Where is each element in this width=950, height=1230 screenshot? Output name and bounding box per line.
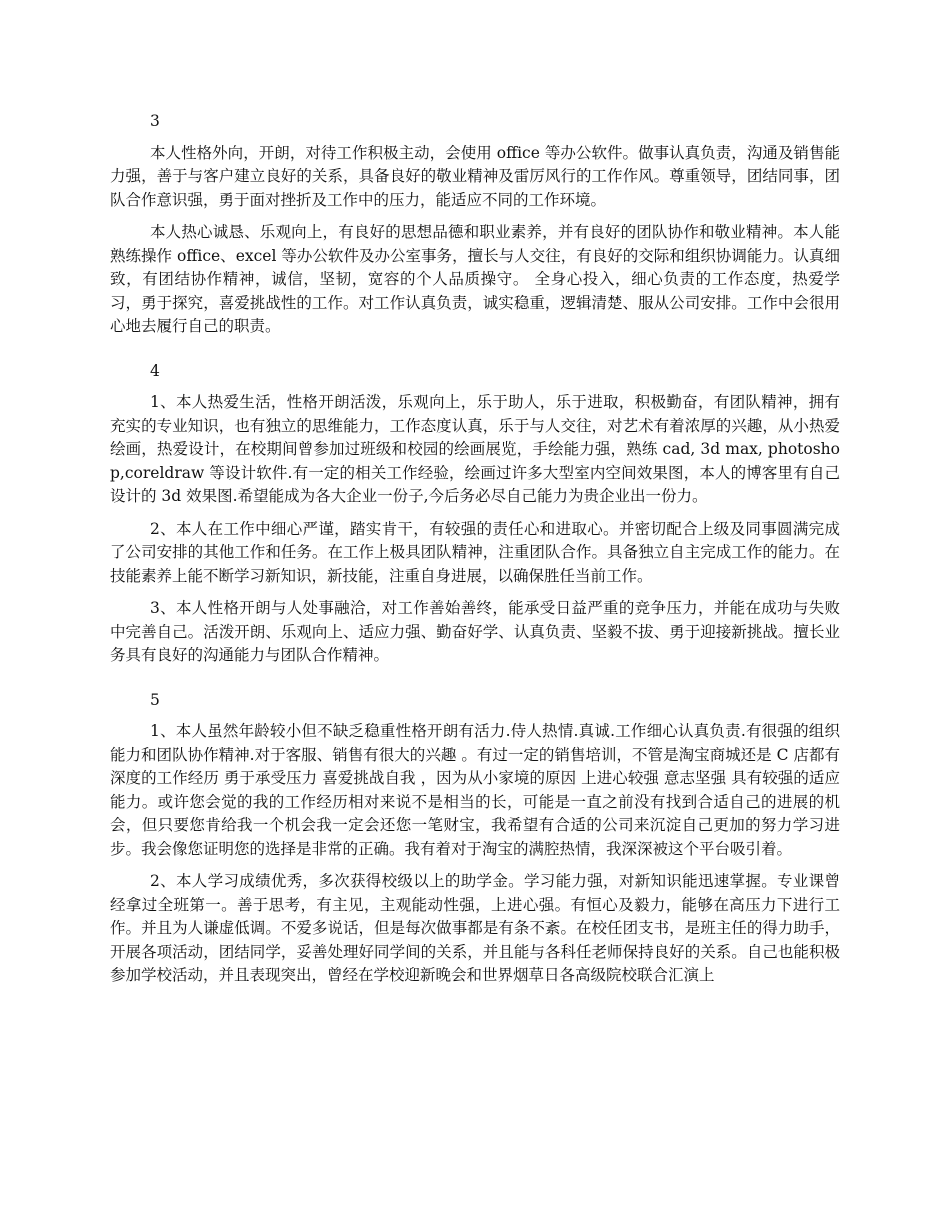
paragraph: 3、本人性格开朗与人处事融洽，对工作善始善终，能承受日益严重的竞争压力，并能在成功与失败中完善自己。活泼开朗、乐观向上、适应力强、勤奋好学、认真负责、坚毅不拔、勇于迎接新挑战。擅长业务具有良好的沟通能力与团队合作精神。 — [110, 599, 840, 664]
paragraph: 2、本人在工作中细心严谨，踏实肯干，有较强的责任心和进取心。并密切配合上级及同事圆满完成了公司安排的其他工作和任务。在工作上极具团队精神，注重团队合作。具备独立自主完成工作的能力。在技能素养上能不断学习新知识，新技能，注重自身进展，以确保胜任当前工作。 — [110, 519, 840, 585]
section-gap — [110, 348, 840, 360]
section-number: 4 — [150, 361, 160, 380]
section-5 — [110, 689, 840, 988]
section-number: 3 — [150, 112, 160, 130]
document-page — [110, 110, 840, 997]
section-3 — [110, 110, 840, 339]
section-gap — [110, 677, 840, 689]
paragraph: 1、本人虽然年龄较小但不缺乏稳重性格开朗有活力.侍人热情.真诚.工作细心认真负责.有很强的组织能力和团队协作精神.对于客服、销售有很大的兴趣 。有过一定的销售培训，不管是淘宝商城还是 C 店都有深度的工作经历 勇于承受压力 喜爱挑战自我 ，因为从小家境的原因 上进心较强 意志坚强 具有较强的适应能力。或许您会觉的我的工作经历相对来说不是相当的长，可能是一直之前没有找到合适自己的进展的机会，但只要您肯给我一个机会我一定会还您一笔财宝，我希望有合适的公司来沉淀自己更加的努力学习进步。我会像您证明您的选择是非常的正确。我有着对于淘宝的满腔热情，我深深被这个平台吸引着。 — [110, 722, 840, 858]
paragraph: 本人热心诚恳、乐观向上，有良好的思想品德和职业素养，并有良好的团队协作和敬业精神。本人能熟练操作 office、excel 等办公软件及办公室事务，擅长与人交往，有良好的交际和组织协调能力。认真细致，有团结协作精神，诚信，坚韧，宽容的个人品质操守。 全身心投入，细心负责的工作态度，热爱学习，勇于探究，喜爱挑战性的工作。对工作认真负责，诚实稳重，逻辑清楚、服从公司安排。工作中会很用心地去履行自己的职责。 — [110, 223, 840, 335]
section-number: 5 — [150, 690, 160, 709]
paragraph: 1、本人热爱生活，性格开朗活泼，乐观向上，乐于助人，乐于进取，积极勤奋，有团队精神，拥有充实的专业知识，也有独立的思维能力，工作态度认真，乐于与人交往，对艺术有着浓厚的兴趣，从小热爱绘画，热爱设计，在校期间曾参加过班级和校园的绘画展览，手绘能力强，熟练 cad, 3d max, photoshop,coreldraw 等设计软件.有一定的相关工作经验，绘画过许多大型室内空间效果图，本人的博客里有自己设计的 3d 效果图.希望能成为各大企业一份子,今后务必尽自己能力为贵企业出一份力。 — [110, 393, 840, 505]
section-4 — [110, 360, 840, 668]
paragraph: 2、本人学习成绩优秀，多次获得校级以上的助学金。学习能力强，对新知识能迅速掌握。专业课曾经拿过全班第一。善于思考，有主见，主观能动性强，上进心强。有恒心及毅力，能够在高压力下进行工作。并且为人谦虚低调。不爱多说话，但是每次做事都是有条不紊。在校任团支书，是班主任的得力助手，开展各项活动，团结同学，妥善处理好同学间的关系，并且能与各科任老师保持良好的关系。自己也能积极参加学校活动，并且表现突出，曾经在学校迎新晚会和世界烟草日各高级院校联合汇演上 — [110, 872, 840, 984]
paragraph: 本人性格外向，开朗，对待工作积极主动，会使用 office 等办公软件。做事认真负责，沟通及销售能力强，善于与客户建立良好的关系，具备良好的敬业精神及雷厉风行的工作作风。尊重领导，团结同事，团队合作意识强，勇于面对挫折及工作中的压力，能适应不同的工作环境。 — [110, 143, 840, 209]
